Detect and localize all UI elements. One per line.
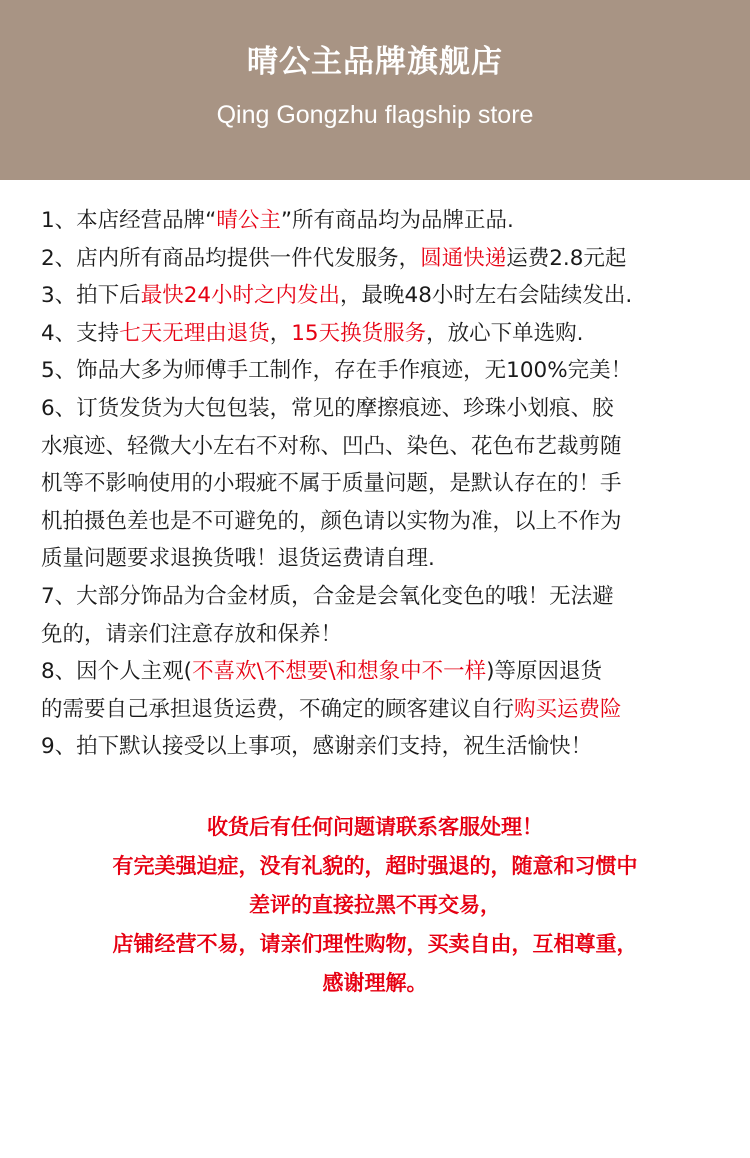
rule-highlight: 不喜欢\不想要\和想象中不一样 <box>192 659 487 685</box>
store-title: 晴公主品牌旗舰店 <box>247 44 503 80</box>
store-header <box>0 0 750 180</box>
rule-highlight: 圆通快递 <box>420 245 507 271</box>
rule-text: ，最晚48小时左右会陆续发出. <box>340 283 633 309</box>
rule-highlight: 15天换货服务 <box>291 320 427 346</box>
rule-line <box>41 240 750 278</box>
rule-text: 机等不影响使用的小瑕疵不属于质量问题，是默认存在的！手 <box>41 471 622 497</box>
rule-text: 3、拍下后 <box>41 283 141 309</box>
rule-line <box>41 728 750 766</box>
rule-text: 机拍摄色差也是不可避免的，颜色请以实物为准，以上不作为 <box>41 508 622 534</box>
rule-text: 质量问题要求退换货哦！退货运费请自理. <box>41 546 435 572</box>
rule-text: 6、订货发货为大包包装，常见的摩擦痕迹、珍珠小划痕、胶 <box>41 395 614 421</box>
rule-highlight: 七天无理由退货 <box>119 320 270 346</box>
rule-text: 5、饰品大多为师傅手工制作，存在手作痕迹，无100%完美！ <box>41 358 633 384</box>
rule-text: 免的，请亲们注意存放和保养！ <box>41 621 343 647</box>
rule-line <box>41 578 750 616</box>
rule-text: 4、支持 <box>41 320 120 346</box>
rule-line <box>41 465 750 503</box>
rule-text: 2、店内所有商品均提供一件代发服务， <box>41 245 421 271</box>
store-subtitle: Qing Gongzhu flagship store <box>216 101 534 129</box>
rule-line <box>41 352 750 390</box>
rule-text: 运费2.8元起 <box>506 245 627 271</box>
rule-text: ”所有商品均为品牌正品. <box>280 208 514 233</box>
notice-line: 店铺经营不易，请亲们理性购物，买卖自由，互相尊重， <box>112 931 638 956</box>
notice-line: 差评的直接拉黑不再交易， <box>249 892 501 917</box>
rule-line <box>41 428 750 466</box>
rule-text: ，放心下单选购. <box>426 320 584 346</box>
after-sales-notice <box>0 808 750 1003</box>
rule-line <box>41 315 750 353</box>
notice-line: 有完美强迫症，没有礼貌的，超时强退的，随意和习惯中 <box>112 853 638 878</box>
rule-text: 9、拍下默认接受以上事项，感谢亲们支持，祝生活愉快！ <box>41 734 593 760</box>
store-rules-list <box>0 180 750 766</box>
rule-highlight: 购买运费险 <box>514 696 622 722</box>
rule-line <box>41 653 750 691</box>
rule-line <box>41 503 750 541</box>
rule-text: 1、本店经营品牌“ <box>41 208 217 233</box>
rule-text: 水痕迹、轻微大小左右不对称、凹凸、染色、花色布艺裁剪随 <box>41 433 622 459</box>
notice-line: 收货后有任何问题请联系客服处理！ <box>207 814 543 839</box>
rule-line <box>41 691 750 729</box>
rule-highlight: 晴公主 <box>216 208 281 233</box>
rule-text: 的需要自己承担退货运费，不确定的顾客建议自行 <box>41 696 515 722</box>
rule-line <box>41 202 750 240</box>
rule-text: ， <box>269 320 292 346</box>
rule-text: )等原因退货 <box>486 659 602 685</box>
rule-text: 8、因个人主观( <box>41 659 193 685</box>
notice-line: 感谢理解。 <box>322 970 428 995</box>
rule-text: 7、大部分饰品为合金材质，合金是会氧化变色的哦！无法避 <box>41 583 614 609</box>
rule-line <box>41 540 750 578</box>
rule-line <box>41 616 750 654</box>
rule-highlight: 最快24小时之内发出 <box>140 283 341 309</box>
rule-line <box>41 277 750 315</box>
rule-line <box>41 390 750 428</box>
